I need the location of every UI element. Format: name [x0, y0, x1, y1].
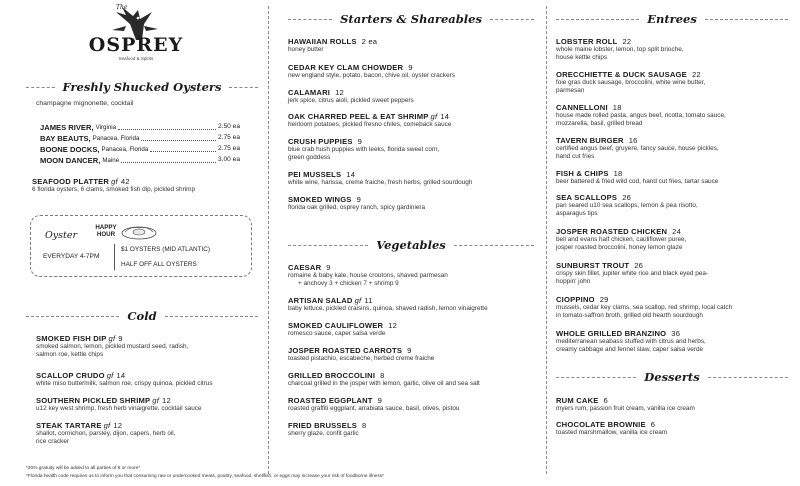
- oyster-name: BAY BEAUTS,: [40, 134, 91, 143]
- item-description: crispy skin fillet, jupiter white rice and black eyed pea-: [556, 270, 709, 277]
- item-description: foie gras duck sausage, broccolini, white wine butter,: [556, 79, 706, 86]
- item-name: CRUSH PUPPIES 9: [288, 137, 363, 146]
- menu-item: [288, 137, 534, 163]
- item-name: HAWAIIAN ROLLS 2 ea: [288, 37, 378, 46]
- happy-hour-box: [30, 215, 252, 277]
- oyster-name: JAMES RIVER,: [40, 123, 94, 132]
- oyster-row: [40, 145, 240, 154]
- item-name: PEI MUSSELS 14: [288, 170, 356, 179]
- item-name: ORECCHIETTE & DUCK SAUSAGE 22: [556, 70, 701, 79]
- oyster-price: 2.75 ea: [218, 145, 240, 152]
- menu-item: [556, 261, 788, 287]
- footnote-health: *Florida health code requires us to inform you that consuming raw or undercooked meats, poultry, seafood, shellfish, or eggs may increase your risk of foodborne illness*: [26, 474, 384, 479]
- item-description: pan seared u10 sea scallops, lemon & pea risotto,: [556, 202, 698, 209]
- item-description: salmon roe, kettle chips: [36, 351, 104, 359]
- item-description: charcoal grilled in the josper with lemon, garlic, olive oil and sea salt: [288, 380, 480, 387]
- menu-item: [556, 169, 788, 186]
- oyster-location: Virginia: [95, 124, 117, 131]
- menu-item: [36, 421, 268, 447]
- item-name: SEA SCALLOPS 26: [556, 193, 632, 202]
- oyster-price: 3.00 ea: [218, 156, 240, 163]
- menu-item: [556, 420, 788, 437]
- happy-hour-badge-top: HAPPY: [95, 224, 117, 231]
- oyster-price: 2.50 ea: [218, 123, 240, 130]
- item-name: SMOKED FISH DIP gf 9: [36, 334, 123, 343]
- item-description: mussels, cedar key clams, sea scallop, red shrimp, local catch: [556, 304, 733, 311]
- item-description: certified angus beef, gruyere, fancy sauce, house pickles,: [556, 145, 719, 152]
- item-description: smoked salmon, lemon, pickled mustard seed, radish,: [36, 343, 189, 350]
- logo-the: The: [116, 4, 128, 11]
- item-description: whole maine lobster, lemon, top split brioche,: [556, 46, 684, 53]
- happy-hour-deal-1: $1 OYSTERS (MID ATLANTIC): [121, 246, 211, 253]
- oyster-location: Panacea, Florida: [101, 146, 149, 153]
- item-description: mozzarella, basil, grilled bread: [556, 120, 643, 128]
- item-description: honey butter: [288, 46, 324, 53]
- item-name: WHOLE GRILLED BRANZINO 36: [556, 329, 681, 338]
- logo-wordmark: OSPREY: [88, 34, 184, 56]
- oyster-location: Panacea, Florida: [92, 135, 140, 142]
- heading-oysters-text: Freshly Shucked Oysters: [62, 80, 222, 94]
- heading-rule: [26, 87, 55, 88]
- oyster-row: [40, 134, 240, 143]
- oyster-name: MOON DANCER,: [40, 156, 101, 165]
- happy-hour-badge-bottom: HOUR: [96, 231, 116, 238]
- item-description: toasted marshmallow, vanilla ice cream: [556, 429, 668, 436]
- heading-starters: [288, 12, 534, 26]
- menu-item: [288, 63, 534, 80]
- heading-rule: [556, 377, 636, 378]
- item-description: sherry glaze, confit garlic: [288, 430, 359, 437]
- heading-starters-text: Starters & Shareables: [340, 12, 482, 26]
- item-name: RUM CAKE 6: [556, 396, 608, 405]
- item-description: white wine, harissa, creme fraiche, fresh herbs, grilled sourdough: [288, 179, 473, 186]
- heading-rule: [165, 316, 258, 317]
- item-name: CIOPPINO 29: [556, 295, 609, 304]
- item-name: SCALLOP CRUDO gf 14: [36, 371, 126, 380]
- oyster-row: [40, 156, 240, 165]
- heading-vegetables-text: Vegetables: [376, 238, 446, 252]
- dot-leader: [150, 145, 216, 152]
- heading-rule: [490, 19, 534, 20]
- item-description: florida oak grilled, osprey ranch, spicy gardiniera: [288, 204, 426, 211]
- menu-item: [556, 103, 788, 129]
- menu-item: [288, 88, 534, 105]
- menu-item: [556, 227, 788, 253]
- heading-rule: [454, 245, 534, 246]
- oyster-location: Maine: [102, 157, 120, 164]
- happy-hour-deal-2: HALF OFF ALL OYSTERS: [121, 261, 197, 268]
- item-name: FISH & CHIPS 18: [556, 169, 623, 178]
- oyster-price: 2.75 ea: [218, 134, 240, 141]
- item-description: house made rolled pasta, angus beef, ricotta, tomato sauce,: [556, 112, 726, 119]
- heading-rule: [705, 19, 788, 20]
- item-description: hand cut fries: [556, 153, 595, 161]
- item-description: blue crab hush puppies with leeks, florida sweet corn,: [288, 146, 440, 153]
- item-addons: + anchovy 3 + chicken 7 + shrimp 9: [298, 280, 399, 288]
- happy-hour-divider: [114, 244, 115, 270]
- item-description: u12 key west shrimp, fresh herb vinaigrette, cocktail sauce: [36, 405, 202, 412]
- heading-entrees-text: Entrees: [647, 12, 697, 26]
- menu-item: [556, 70, 788, 96]
- menu-item: [288, 321, 534, 338]
- heading-oysters: [26, 80, 258, 94]
- item-description: jerk spice, citrus aioli, pickled sweet peppers: [288, 97, 414, 104]
- oyster-shell-icon: [119, 220, 159, 240]
- logo-subtitle: Seafood & Spirits: [118, 56, 154, 61]
- item-description: bell and evans half chicken, cauliflower puree,: [556, 236, 687, 243]
- item-name: CALAMARI 12: [288, 88, 344, 97]
- heading-desserts: [556, 370, 788, 384]
- menu-item: [288, 346, 534, 363]
- item-name: GRILLED BROCCOLINI 8: [288, 371, 385, 380]
- heading-rule: [556, 19, 639, 20]
- item-name: SUNBURST TROUT 26: [556, 261, 644, 270]
- item-name: ROASTED EGGPLANT 9: [288, 396, 383, 405]
- item-description: mediterranean seabass stuffed with citrus and herbs,: [556, 338, 706, 345]
- item-description: myers rum, passion fruit cream, vanilla ice cream: [556, 405, 695, 412]
- heading-entrees: [556, 12, 788, 26]
- happy-hour-title: Oyster: [45, 230, 78, 241]
- item-description: white miso buttermilk, salmon roe, crispy quinoa, pickled citrus: [36, 380, 213, 387]
- item-description: rice cracker: [36, 438, 70, 446]
- menu-item: [36, 334, 268, 360]
- osprey-logo: [86, 4, 186, 64]
- item-description: house kettle chips: [556, 54, 608, 62]
- heading-cold: [26, 309, 258, 323]
- menu-item: [36, 371, 268, 388]
- item-description: romesco sauce, caper salsa verde: [288, 330, 386, 337]
- item-description: roasted graffiti eggplant, arrabiata sauce, basil, olives, pistou: [288, 405, 460, 412]
- item-description: beer battered & fried wild cod, hand cut fries, tartar sauce: [556, 178, 719, 185]
- menu-item: [288, 195, 534, 212]
- menu-item: [288, 371, 534, 388]
- happy-hour-badge: [93, 224, 119, 238]
- menu-item: [556, 37, 788, 63]
- dot-leader: [141, 134, 216, 141]
- menu-item-seafood-platter: [32, 177, 264, 194]
- oyster-name: BOONE DOCKS,: [40, 145, 100, 154]
- menu-item: [288, 170, 534, 187]
- happy-hour-time: EVERYDAY 4-7PM: [43, 253, 100, 260]
- menu-item: [288, 112, 534, 129]
- item-description: shallot, cornichon, parsley, dijon, capers, herb oil,: [36, 430, 176, 437]
- item-name: FRIED BRUSSELS 8: [288, 421, 367, 430]
- item-description: asparagus tips: [556, 210, 598, 218]
- menu-item: [288, 296, 534, 313]
- item-name: CEDAR KEY CLAM CHOWDER 9: [288, 63, 413, 72]
- column-divider-right: [546, 6, 547, 474]
- menu-item: [288, 396, 534, 413]
- heading-cold-text: Cold: [127, 309, 157, 323]
- oysters-subtitle: champagne mignonette, cocktail: [36, 100, 134, 107]
- item-description: green goddess: [288, 154, 331, 162]
- item-name: SMOKED WINGS 9: [288, 195, 362, 204]
- item-description: baby lettuce, pickled craisins, quinoa, shaved radish, lemon vinaigrette: [288, 305, 488, 312]
- item-description: in tomato-saffron broth, grilled old hearth sourdough: [556, 312, 703, 320]
- heading-rule: [26, 316, 119, 317]
- menu-item: [288, 421, 534, 438]
- menu-item: [556, 193, 788, 219]
- menu-item: [288, 37, 534, 54]
- item-name: SMOKED CAULIFLOWER 12: [288, 321, 397, 330]
- item-description: new england style, potato, bacon, chive oil, oyster crackers: [288, 72, 455, 79]
- heading-rule: [708, 377, 788, 378]
- heading-vegetables: [288, 238, 534, 252]
- item-name: SOUTHERN PICKLED SHRIMP gf 12: [36, 396, 171, 405]
- item-description: josper roasted broccolini, honey lemon glaze: [556, 244, 683, 252]
- item-name: SEAFOOD PLATTER gf 42: [32, 177, 130, 186]
- oyster-row: [40, 123, 240, 132]
- item-name: TAVERN BURGER 16: [556, 136, 638, 145]
- item-description: creamy cabbage and fennel slaw, caper salsa verde: [556, 346, 704, 354]
- footnote-gratuity: *20% gratuity will be added to all parties of 6 or more*: [26, 466, 141, 471]
- menu-item: [556, 396, 788, 413]
- item-description: romaine & baby kale, house croutons, shaved parmesan: [288, 272, 448, 279]
- item-description: hoppin' john: [556, 278, 591, 286]
- item-description: parmesan: [556, 87, 585, 95]
- item-name: LOBSTER ROLL 22: [556, 37, 632, 46]
- heading-desserts-text: Desserts: [644, 370, 700, 384]
- item-description: heirloom potatoes, pickled fresno chiles, comeback sauce: [288, 121, 452, 128]
- item-name: CAESAR 9: [288, 263, 331, 272]
- item-name: JOSPER ROASTED CHICKEN 24: [556, 227, 682, 236]
- menu-item: [288, 263, 534, 289]
- item-name: JOSPER ROASTED CARROTS 9: [288, 346, 412, 355]
- item-description: toasted pistachio, escabeche, herbed creme fraiche: [288, 355, 435, 362]
- item-name: CANNELLONI 18: [556, 103, 622, 112]
- item-description: 6 florida oysters, 6 clams, smoked fish dip, pickled shrimp: [32, 186, 196, 193]
- column-divider-left: [268, 6, 269, 474]
- menu-item: [36, 396, 268, 413]
- heading-rule: [288, 19, 332, 20]
- heading-rule: [288, 245, 368, 246]
- menu-item: [556, 329, 788, 355]
- item-name: OAK CHARRED PEEL & EAT SHRIMP gf 14: [288, 112, 450, 121]
- heading-rule: [229, 87, 258, 88]
- item-name: CHOCOLATE BROWNIE 6: [556, 420, 656, 429]
- item-name: STEAK TARTARE gf 12: [36, 421, 123, 430]
- dot-leader: [121, 156, 216, 163]
- dot-leader: [118, 123, 216, 130]
- menu-item: [556, 136, 788, 162]
- item-name: ARTISAN SALAD gf 11: [288, 296, 373, 305]
- menu-item: [556, 295, 788, 321]
